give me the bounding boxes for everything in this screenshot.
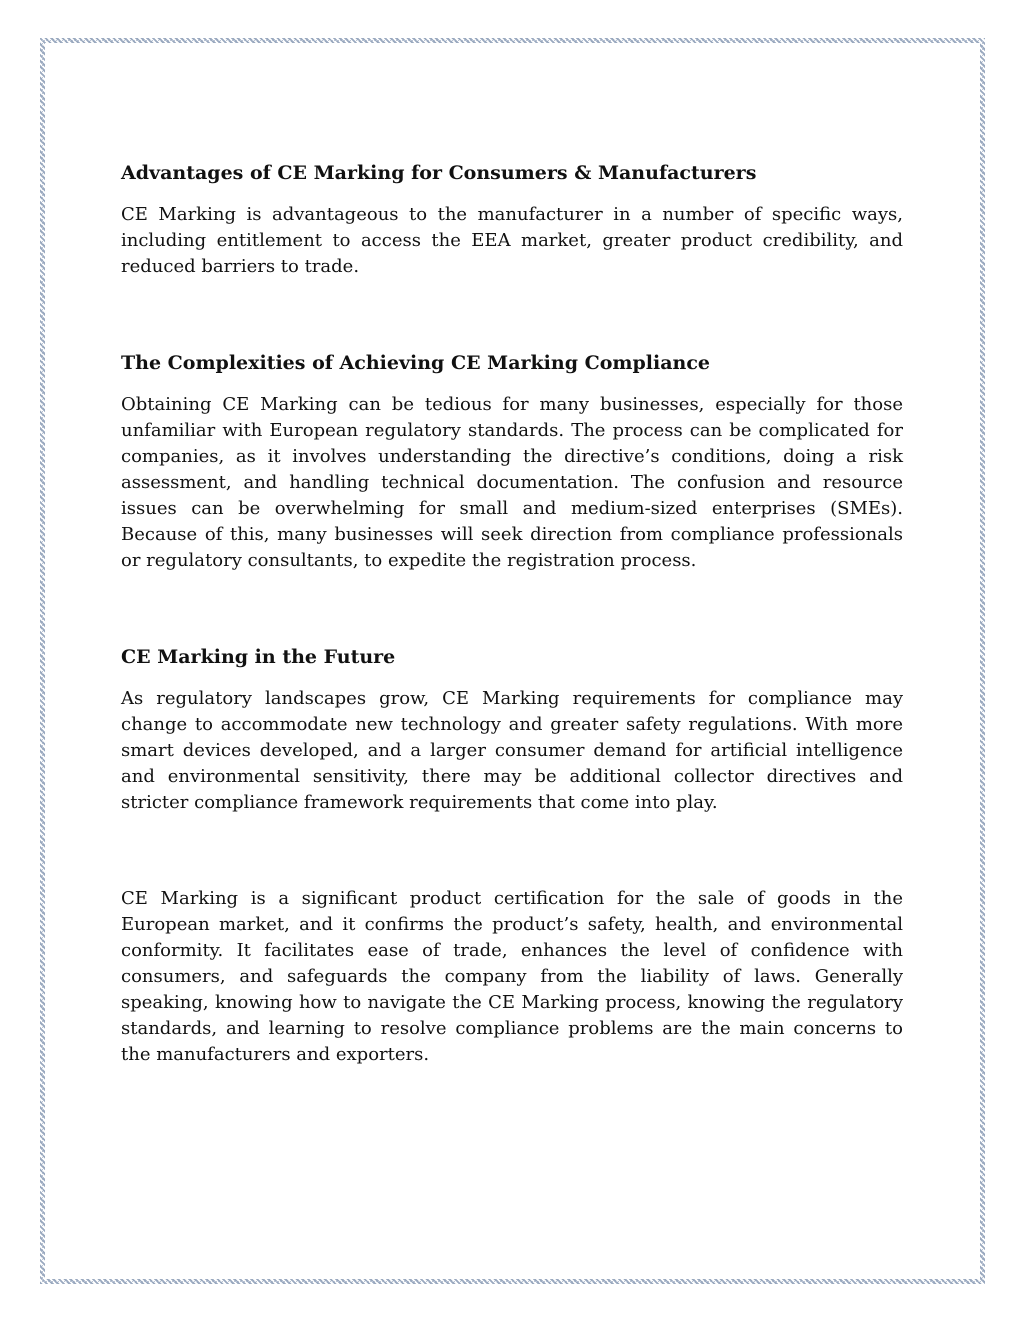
section-paragraph: CE Marking is advantageous to the manufacturer in a number of specific ways, including entitlement to access the EEA market, greater product credibility, and reduced barriers to trade. (121, 204, 903, 277)
section-future (121, 644, 903, 816)
conclusion-paragraph: CE Marking is a significant product certification for the sale of goods in the European market, and it confirms the product’s safety, health, and environmental conformity. It facilitates ease of trade, enhances the level of confidence with consumers, and safeguards the company from the liability of laws. Generally speaking, knowing how to navigate the CE Marking process, knowing the regulatory standards, and learning to resolve compliance problems are the main concerns to the manufacturers and exporters. (121, 888, 903, 1065)
section-heading: The Complexities of Achieving CE Marking Compliance (121, 352, 711, 374)
section-heading: Advantages of CE Marking for Consumers & Manufacturers (121, 162, 757, 184)
section-paragraph: Obtaining CE Marking can be tedious for many businesses, especially for those unfamiliar with European regulatory standards. The process can be complicated for companies, as it involves understanding the directive’s conditions, doing a risk assessment, and handling technical documentation. The confusion and resource issues can be overwhelming for small and medium-sized enterprises (SMEs). Because of this, many businesses will seek direction from compliance professionals or regulatory consultants, to expedite the registration process. (121, 394, 903, 571)
document-content (121, 160, 903, 1068)
section-complexities (121, 350, 903, 574)
section-heading: CE Marking in the Future (121, 646, 396, 668)
section-paragraph: As regulatory landscapes grow, CE Marking requirements for compliance may change to accommodate new technology and greater safety regulations. With more smart devices developed, and a larger consumer demand for artificial intelligence and environmental sensitivity, there may be additional collector directives and stricter compliance framework requirements that come into play. (121, 688, 903, 813)
section-advantages (121, 160, 903, 280)
section-conclusion (121, 886, 903, 1068)
